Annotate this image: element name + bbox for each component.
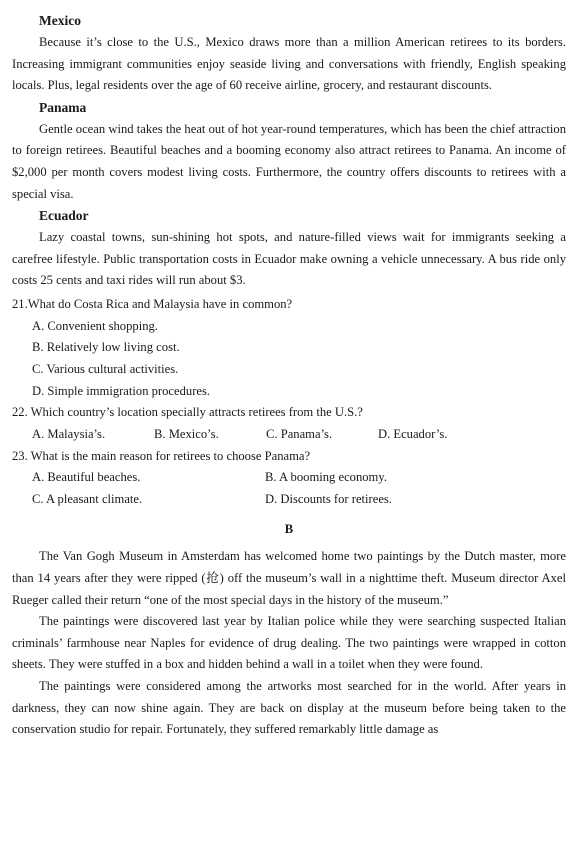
panama-paragraph: Gentle ocean wind takes the heat out of hot year-round temperatures, which has been the chief attraction to foreign retirees. Beautiful beaches and a booming economy also attract retirees to Panama. An income of $2,000 per month covers modest living costs. Furthermore, the country offers discounts to retirees with a special visa. <box>12 121 566 201</box>
question-23-options-row-2 <box>12 489 566 511</box>
mexico-paragraph: Because it’s close to the U.S., Mexico draws more than a million American retirees to its borders. Increasing immigrant communities enjoy seaside living and conversations with friendly, English speaking locals. Plus, legal residents over the age of 60 receive airline, grocery, and restaurant discounts. <box>12 35 566 93</box>
section-b-label: B <box>284 522 294 537</box>
question-22 <box>12 402 566 445</box>
section-b-paragraph-2: The paintings were discovered last year by Italian police while they were searching suspected Italian criminals’ farmhouse near Naples for evidence of drug dealing. The two paintings were wrapped in cotton sheets. They were stuffed in a box and hidden behind a wall in a toilet when they were found. <box>12 614 566 672</box>
question-23-options-row-1 <box>12 467 566 489</box>
question-23-option-b: B. A booming economy. <box>265 470 387 485</box>
question-22-options <box>12 424 566 446</box>
ecuador-heading: Ecuador <box>39 208 89 224</box>
question-22-option-a: A. Malaysia’s. <box>32 426 106 441</box>
question-21-option-b: B. Relatively low living cost. <box>32 340 180 355</box>
section-b-paragraph-1: The Van Gogh Museum in Amsterdam has welcomed home two paintings by the Dutch master, more than 14 years after they were ripped (抢) off the museum’s wall in a nighttime theft. Museum director Axel Rueger called their return “one of the most special days in the history of the museum.” <box>12 549 566 607</box>
question-23-option-a: A. Beautiful beaches. <box>32 470 141 485</box>
section-b-paragraph-3: The paintings were considered among the artworks most searched for in the world. After years in darkness, they can now shine again. They are back on display at the museum before being taken to the conservation studio for repair. Fortunately, they suffered remarkably little damage as <box>12 679 566 737</box>
question-22-stem: 22. Which country’s location specially attracts retirees from the U.S.? <box>12 405 363 420</box>
question-23-stem: 23. What is the main reason for retirees to choose Panama? <box>12 448 311 463</box>
panama-heading: Panama <box>39 99 87 115</box>
question-23-option-d: D. Discounts for retirees. <box>265 491 392 506</box>
question-21 <box>12 294 566 402</box>
question-21-option-d: D. Simple immigration procedures. <box>32 383 211 398</box>
question-22-option-d: D. Ecuador’s. <box>378 426 448 441</box>
question-23-option-c: C. A pleasant climate. <box>32 491 143 506</box>
question-21-stem: 21.What do Costa Rica and Malaysia have in common? <box>12 296 293 311</box>
question-21-option-c: C. Various cultural activities. <box>32 361 179 376</box>
question-23 <box>12 446 566 511</box>
question-21-option-a: A. Convenient shopping. <box>32 318 158 333</box>
question-22-option-b: B. Mexico’s. <box>154 426 219 441</box>
ecuador-paragraph: Lazy coastal towns, sun-shining hot spots, and nature-filled views wait for immigrants seeking a carefree lifestyle. Public transportation costs in Ecuador make owning a vehicle unnecessary. A bus ride only costs 25 cents and taxi rides will run about $3. <box>12 230 566 288</box>
mexico-heading: Mexico <box>39 13 81 28</box>
question-22-option-c: C. Panama’s. <box>266 426 333 441</box>
